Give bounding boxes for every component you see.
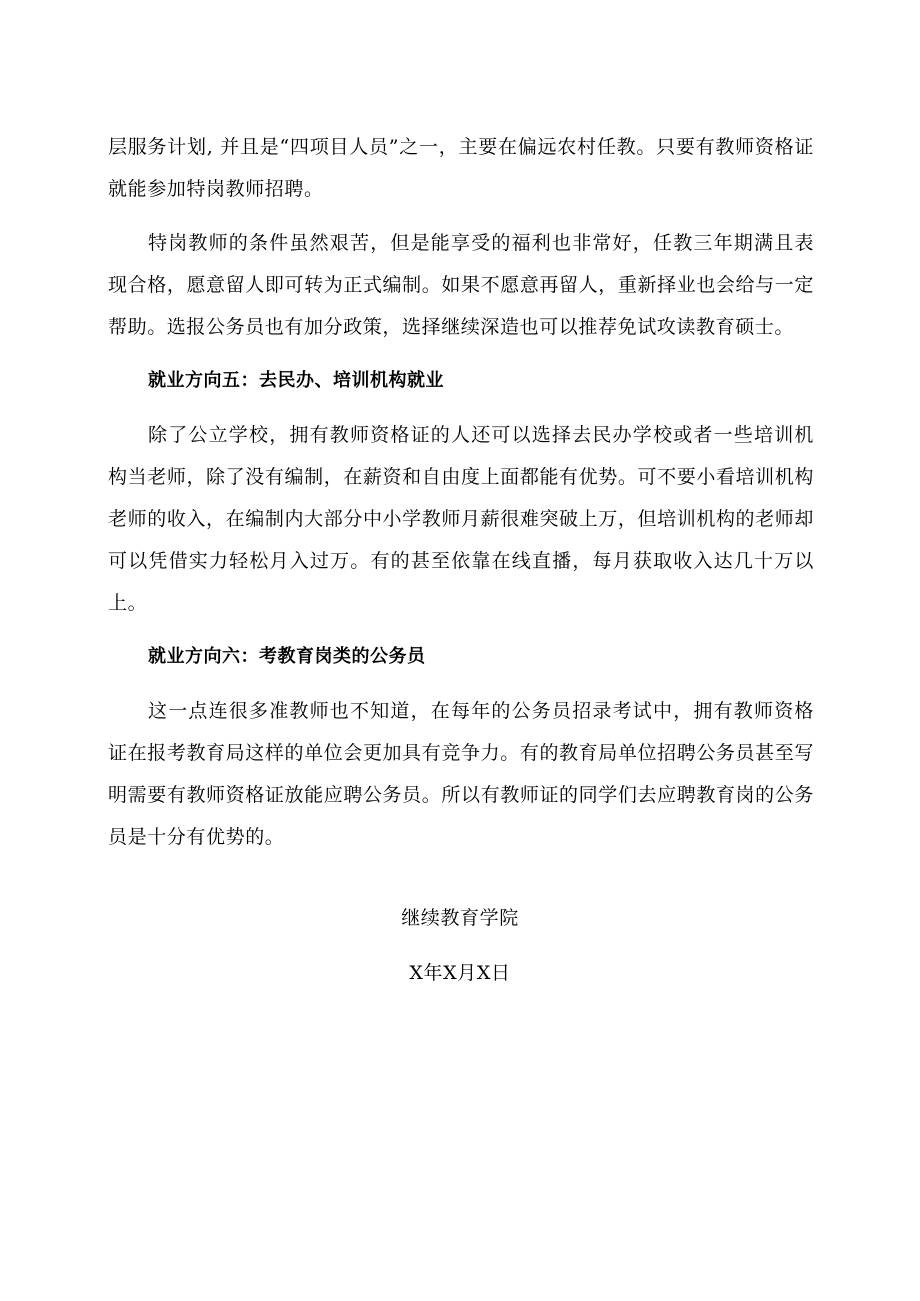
paragraph-continuation: 层服务计划, 并且是“四项目人员”之一，主要在偏远农村任教。只要有教师资格证就能参加特岗教师招聘。 <box>108 136 814 200</box>
section-heading-direction-five: 就业方向五：去民办、培训机构就业 <box>148 370 444 391</box>
section-heading-direction-six: 就业方向六：考教育岗类的公务员 <box>148 646 426 667</box>
document-body <box>108 126 814 870</box>
paragraph-special-post-benefits: 特岗教师的条件虽然艰苦，但是能享受的福利也非常好，任教三年期满且表现合格，愿意留人即可转为正式编制。如果不愿意再留人，重新择业也会给与一定帮助。选报公务员也有加分政策，选择继续深造也可以推荐免试攻读教育硕士。 <box>108 232 814 338</box>
paragraph-civil-servant-education: 这一点连很多准教师也不知道，在每年的公务员招录考试中，拥有教师资格证在报考教育局这样的单位会更加具有竞争力。有的教育局单位招聘公务员甚至写明需要有教师资格证放能应聘公务员。所以有教师证的同学们去应聘教育岗的公务员是十分有优势的。 <box>108 700 814 848</box>
signature-date: X年X月X日 <box>409 962 511 984</box>
paragraph-private-training-institutions: 除了公立学校，拥有教师资格证的人还可以选择去民办学校或者一些培训机构当老师，除了没有编制，在薪资和自由度上面都能有优势。可不要小看培训机构老师的收入，在编制内大部分中小学教师月薪很难突破上万，但培训机构的老师却可以凭借实力轻松月入过万。有的甚至依靠在线直播，每月获取收入达几十万以上。 <box>108 424 814 614</box>
signature-organization: 继续教育学院 <box>401 907 519 929</box>
